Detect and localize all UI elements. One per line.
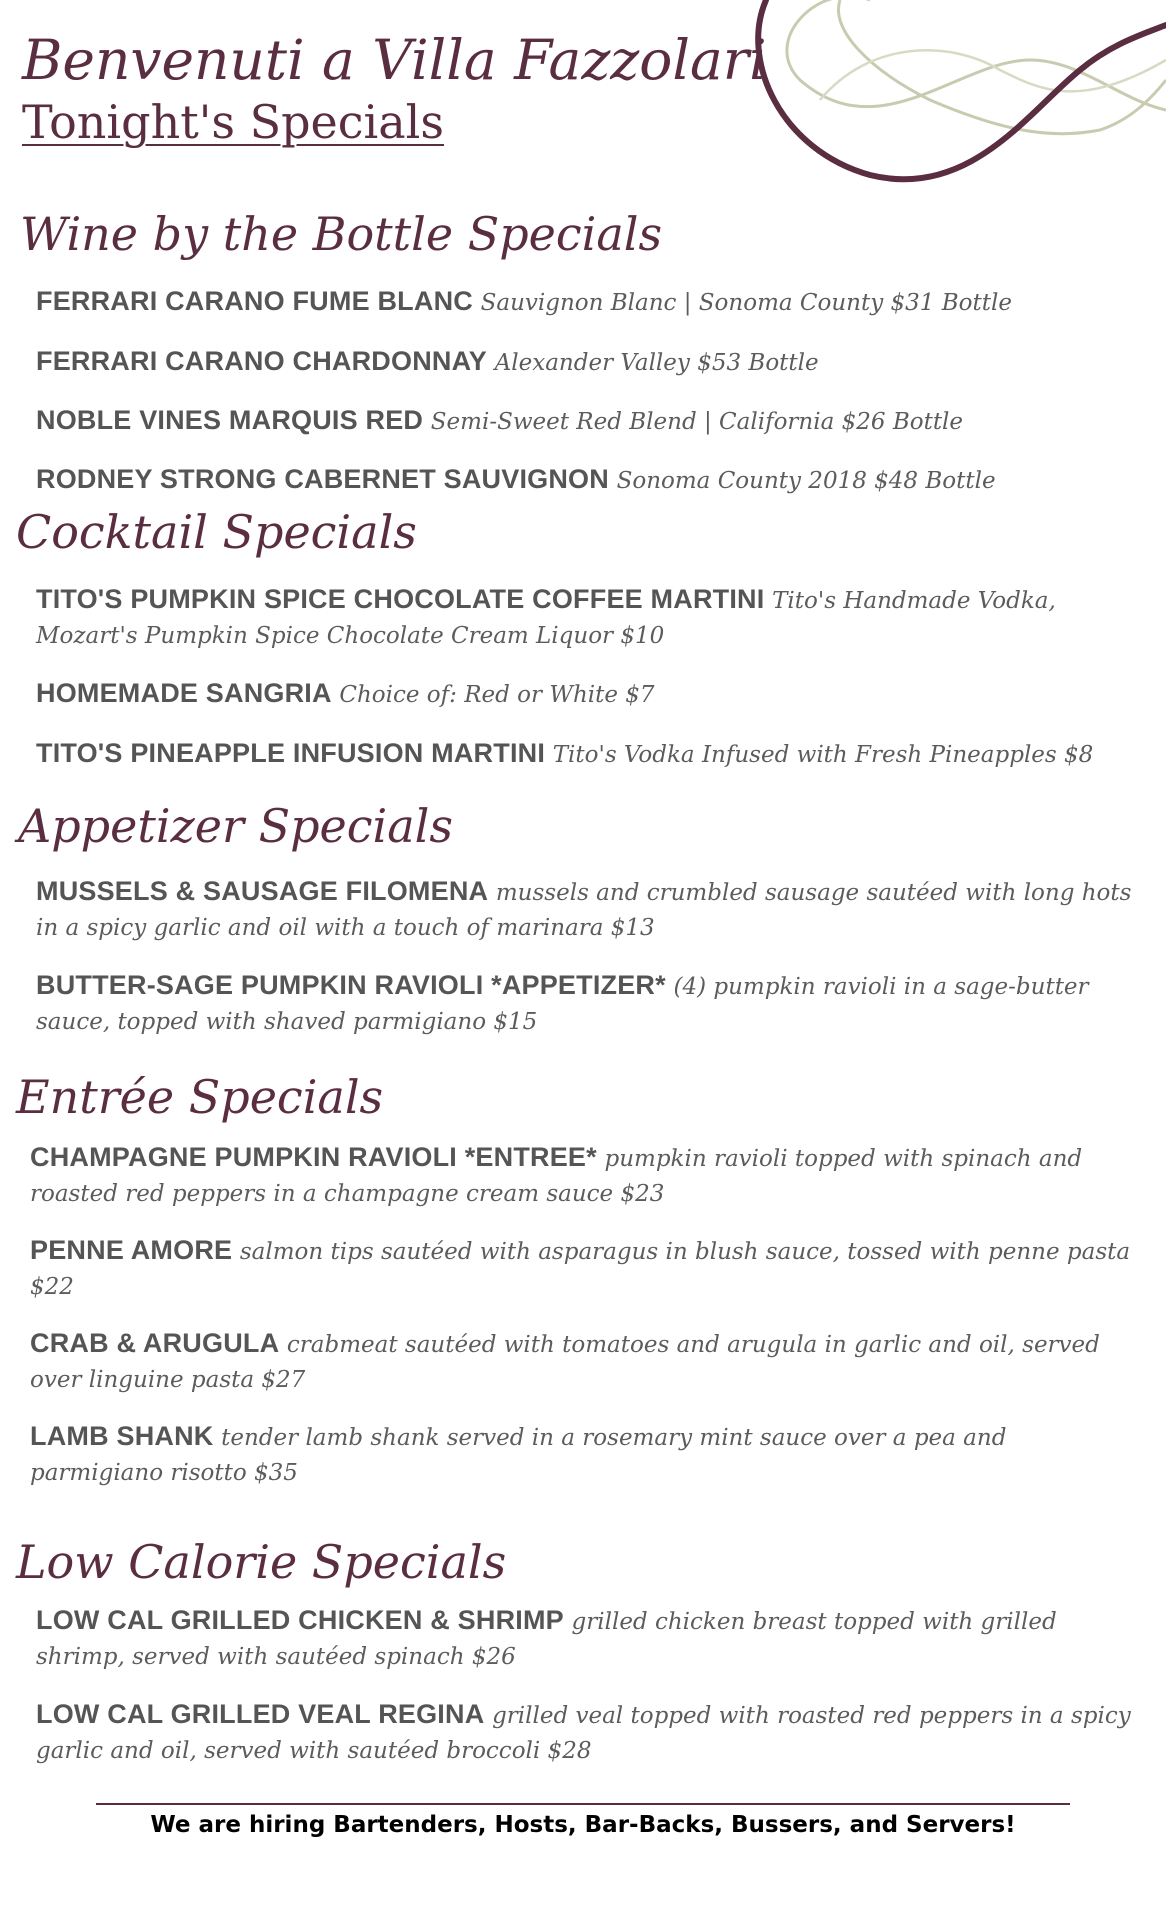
item-name: LOW CAL GRILLED VEAL REGINA	[36, 1699, 485, 1729]
item-description: (4) pumpkin ravioli in a sage-butter sauce, topped with shaved parmigiano $15	[36, 974, 1089, 1035]
hiring-notice: We are hiring Bartenders, Hosts, Bar-Backs, Bussers, and Servers!	[150, 1812, 1016, 1838]
menu-item	[36, 582, 1146, 653]
menu-item	[36, 1603, 1146, 1674]
restaurant-title: Benvenuti a Villa Fazzolari	[22, 28, 767, 92]
item-name: MUSSELS & SAUSAGE FILOMENA	[36, 876, 489, 906]
item-name: NOBLE VINES MARQUIS RED	[36, 405, 424, 435]
item-description: Semi-Sweet Red Blend | California $26 Bottle	[430, 409, 964, 435]
menu-item	[30, 1326, 1140, 1397]
item-description: Sauvignon Blanc | Sonoma County $31 Bottle	[480, 290, 1012, 316]
menu-item	[36, 736, 1146, 772]
item-description: tender lamb shank served in a rosemary mint sauce over a pea and parmigiano risotto $35	[30, 1425, 1007, 1486]
section-appetizer	[0, 800, 1166, 853]
section-low-calorie	[0, 1536, 1166, 1589]
item-description: pumpkin ravioli topped with spinach and roasted red peppers in a champagne cream sauce $23	[30, 1146, 1083, 1207]
menu-item	[30, 1419, 1140, 1490]
menu-item	[36, 1697, 1146, 1768]
menu-item	[36, 462, 1146, 498]
item-name: HOMEMADE SANGRIA	[36, 678, 332, 708]
item-name: LOW CAL GRILLED CHICKEN & SHRIMP	[36, 1605, 564, 1635]
item-description: crabmeat sautéed with tomatoes and arugula in garlic and oil, served over linguine pasta $27	[30, 1332, 1100, 1393]
menu-item	[30, 1140, 1140, 1211]
item-description: Choice of: Red or White $7	[339, 682, 655, 708]
menu-item	[36, 403, 1146, 439]
item-description: grilled chicken breast topped with grilled shrimp, served with sautéed spinach $26	[36, 1609, 1057, 1670]
item-description: Alexander Valley $53 Bottle	[494, 350, 819, 376]
item-name: RODNEY STRONG CABERNET SAUVIGNON	[36, 464, 609, 494]
section-title-entree: Entrée Specials	[16, 1070, 384, 1124]
section-title-appetizer: Appetizer Specials	[18, 799, 454, 853]
section-wine	[0, 208, 1166, 261]
item-name: LAMB SHANK	[30, 1421, 214, 1451]
item-description: salmon tips sautéed with asparagus in blush sauce, tossed with penne pasta $22	[30, 1239, 1131, 1300]
section-title-low-calorie: Low Calorie Specials	[16, 1535, 507, 1589]
menu-item	[36, 874, 1146, 945]
item-name: FERRARI CARANO FUME BLANC	[36, 286, 473, 316]
footer-divider	[96, 1803, 1070, 1805]
item-name: TITO'S PINEAPPLE INFUSION MARTINI	[36, 738, 546, 768]
item-name: CRAB & ARUGULA	[30, 1328, 280, 1358]
menu-item	[36, 968, 1146, 1039]
section-title-cocktail: Cocktail Specials	[16, 505, 417, 559]
item-description: Sonoma County 2018 $48 Bottle	[616, 468, 996, 494]
item-description: mussels and crumbled sausage sautéed with long hots in a spicy garlic and oil with a touch of marinara $13	[36, 880, 1132, 941]
section-cocktail	[0, 506, 1166, 559]
item-description: grilled veal topped with roasted red peppers in a spicy garlic and oil, served with sautéed broccoli $28	[36, 1703, 1131, 1764]
item-name: CHAMPAGNE PUMPKIN RAVIOLI *ENTREE*	[30, 1142, 597, 1172]
item-name: FERRARI CARANO CHARDONNAY	[36, 346, 488, 376]
item-name: PENNE AMORE	[30, 1235, 233, 1265]
menu-item	[36, 284, 1146, 320]
menu-item	[36, 344, 1146, 380]
section-entree	[0, 1071, 1166, 1124]
menu-item	[36, 676, 1146, 712]
page-subtitle: Tonight's Specials	[22, 95, 444, 149]
decorative-swirl	[700, 0, 1166, 185]
item-description: Tito's Vodka Infused with Fresh Pineapples $8	[552, 742, 1094, 768]
section-title-wine: Wine by the Bottle Specials	[20, 207, 663, 261]
item-name: BUTTER-SAGE PUMPKIN RAVIOLI *APPETIZER*	[36, 970, 666, 1000]
item-description: Tito's Handmade Vodka, Mozart's Pumpkin Spice Chocolate Cream Liquor $10	[36, 588, 1056, 649]
menu-item	[30, 1233, 1140, 1304]
item-name: TITO'S PUMPKIN SPICE CHOCOLATE COFFEE MARTINI	[36, 584, 765, 614]
